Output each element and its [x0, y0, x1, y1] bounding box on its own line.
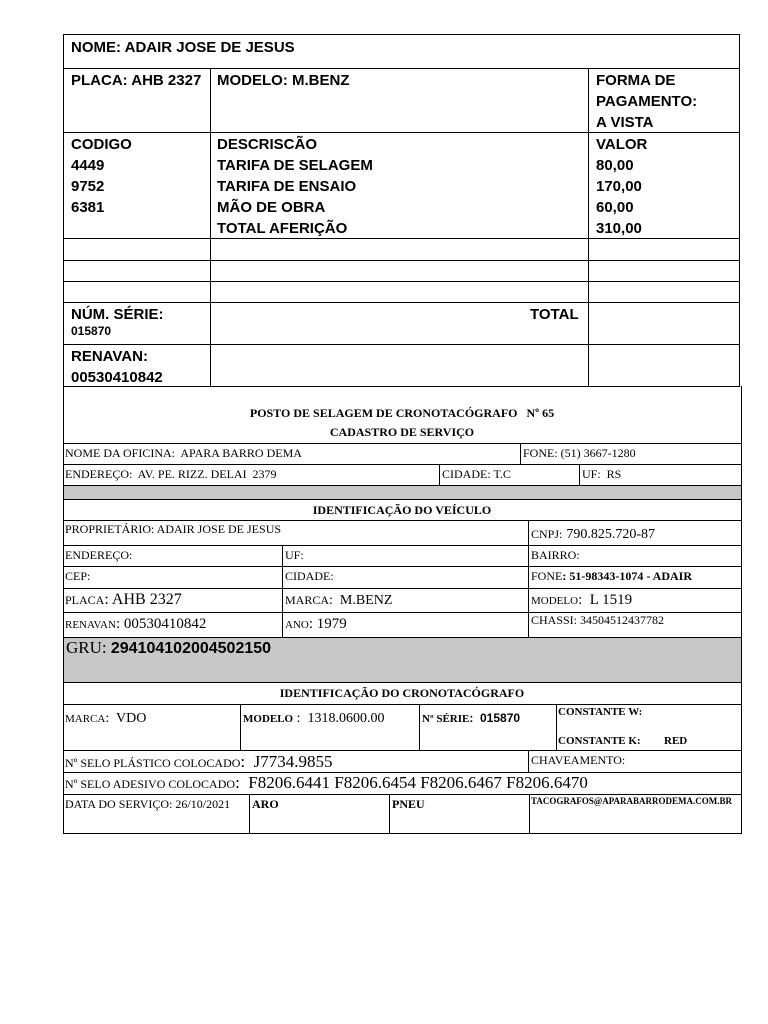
- oficina-endereco: ENDEREÇO: AV. PE. RIZZ. DELAI 2379: [65, 467, 277, 481]
- rule: [63, 386, 64, 834]
- rule: [579, 464, 580, 486]
- rule: [63, 794, 741, 795]
- num-serie-value: 015870: [71, 324, 112, 338]
- pagamento-value: A VISTA: [596, 114, 654, 131]
- bairro-field: BAIRRO:: [531, 548, 580, 562]
- rule: [63, 34, 64, 387]
- rule: [63, 566, 741, 567]
- descricao-header: DESCRISCÃO: [217, 136, 318, 153]
- aro-field: ARO: [252, 797, 279, 811]
- gru-field: GRU: 294104102004502150: [66, 638, 272, 657]
- constante-k-field: CONSTANTE K:: [558, 735, 641, 747]
- uf-field: UF:: [285, 548, 304, 562]
- rule: [389, 794, 390, 834]
- rule: [63, 302, 740, 303]
- rule: [741, 386, 742, 834]
- row-descricao: MÃO DE OBRA: [217, 199, 326, 216]
- crono-marca-field: MARCA: VDO: [65, 711, 147, 726]
- crono-serie-field: Nº SÉRIE: 015870: [422, 711, 521, 725]
- email-field: TACOGRAFOS@APARABARRODEMA.COM.BR: [531, 796, 733, 806]
- placa-field: PLACA: AHB 2327: [71, 72, 202, 89]
- marca-field: MARCA: M.BENZ: [285, 593, 393, 608]
- rule: [63, 750, 741, 751]
- valor-header: VALOR: [596, 136, 648, 153]
- rule: [556, 704, 557, 750]
- cidade-field: CIDADE:: [285, 569, 334, 583]
- row-valor: 310,00: [596, 220, 642, 237]
- rule: [520, 443, 521, 465]
- renavan-label: RENAVAN:: [71, 348, 148, 365]
- rule: [63, 464, 741, 465]
- cep-field: CEP:: [65, 569, 91, 583]
- num-serie-label: NÚM. SÉRIE:: [71, 306, 164, 323]
- endereco-field: ENDEREÇO:: [65, 548, 133, 562]
- rule: [63, 443, 741, 444]
- selo-plastico-field: Nº SELO PLÁSTICO COLOCADO: J7734.9855: [65, 752, 333, 771]
- rule: [739, 34, 740, 387]
- cronotacografo-section-title: IDENTIFICAÇÃO DO CRONOTACÓGRAFO: [279, 686, 525, 700]
- renavan-field: RENAVAN: 00530410842: [65, 616, 207, 632]
- veiculo-section-title: IDENTIFICAÇÃO DO VEÍCULO: [312, 503, 492, 517]
- rule: [240, 704, 241, 750]
- rule: [529, 794, 530, 834]
- rule: [210, 68, 211, 386]
- gray-band: [64, 486, 741, 499]
- rule: [63, 704, 741, 705]
- row-codigo: 9752: [71, 178, 105, 195]
- row-descricao: TARIFA DE SELAGEM: [217, 157, 373, 174]
- rule: [63, 499, 741, 500]
- rule: [63, 588, 741, 589]
- ano-field: ANO: 1979: [285, 616, 347, 632]
- oficina-fone: FONE: (51) 3667-1280: [523, 446, 636, 460]
- selo-adesivo-field: Nº SELO ADESIVO COLOCADO: F8206.6441 F8206.6454 F8206.6467 F8206.6470: [65, 773, 588, 792]
- row-valor: 60,00: [596, 199, 634, 216]
- oficina-uf: UF: RS: [582, 467, 622, 481]
- row-valor: 80,00: [596, 157, 634, 174]
- chaveamento-field: CHAVEAMENTO:: [531, 753, 626, 767]
- rule: [63, 520, 741, 521]
- rule: [63, 344, 740, 345]
- codigo-header: CODIGO: [71, 136, 132, 153]
- rule: [282, 545, 283, 638]
- rule: [63, 260, 740, 261]
- modelo-field: MODELO: L 1519: [531, 592, 633, 608]
- placa-field: PLACA: AHB 2327: [65, 591, 182, 608]
- nome-field: NOME: ADAIR JOSE DE JESUS: [71, 39, 295, 56]
- row-valor: 170,00: [596, 178, 642, 195]
- oficina-cidade: CIDADE: T.C: [442, 467, 511, 481]
- rule: [63, 682, 741, 683]
- rule: [249, 794, 250, 834]
- renavan-value: 00530410842: [71, 369, 163, 386]
- rule: [63, 68, 740, 69]
- rule: [63, 386, 740, 387]
- data-servico-field: DATA DO SERVIÇO: 26/10/2021: [65, 797, 231, 811]
- rule: [63, 545, 741, 546]
- rule: [439, 464, 440, 486]
- rule: [528, 520, 529, 545]
- row-codigo: 6381: [71, 199, 105, 216]
- rule: [63, 833, 742, 834]
- constante-w-field: CONSTANTE W:: [558, 706, 643, 718]
- pagamento-label: FORMA DE: [596, 72, 676, 89]
- row-descricao: TARIFA DE ENSAIO: [217, 178, 357, 195]
- chassi-field: CHASSI: 34504512437782: [531, 613, 665, 627]
- fone-field: FONE: 51-98343-1074 - ADAIR: [531, 569, 692, 583]
- rule: [528, 545, 529, 638]
- rule: [419, 704, 420, 750]
- row-codigo: 4449: [71, 157, 105, 174]
- rule: [63, 281, 740, 282]
- rule: [528, 750, 529, 772]
- constante-k-value: RED: [664, 735, 688, 747]
- cnpj-field: CNPJ: 790.825.720-87: [531, 527, 656, 542]
- posto-subtitle: CADASTRO DE SERVIÇO: [329, 425, 475, 439]
- posto-title: POSTO DE SELAGEM DE CRONOTACÓGRAFO Nº 65: [249, 406, 555, 420]
- proprietario-field: PROPRIETÁRIO: ADAIR JOSE DE JESUS: [65, 522, 282, 536]
- rule: [588, 68, 589, 386]
- crono-modelo-field: MODELO : 1318.0600.00: [243, 711, 385, 726]
- row-descricao: TOTAL AFERIÇÃO: [217, 220, 348, 237]
- total-label: TOTAL: [530, 306, 579, 323]
- oficina-field: NOME DA OFICINA: APARA BARRO DEMA: [65, 446, 302, 460]
- pneu-field: PNEU: [392, 797, 425, 811]
- modelo-field: MODELO: M.BENZ: [217, 72, 350, 89]
- pagamento-label: PAGAMENTO:: [596, 93, 698, 110]
- rule: [63, 34, 740, 35]
